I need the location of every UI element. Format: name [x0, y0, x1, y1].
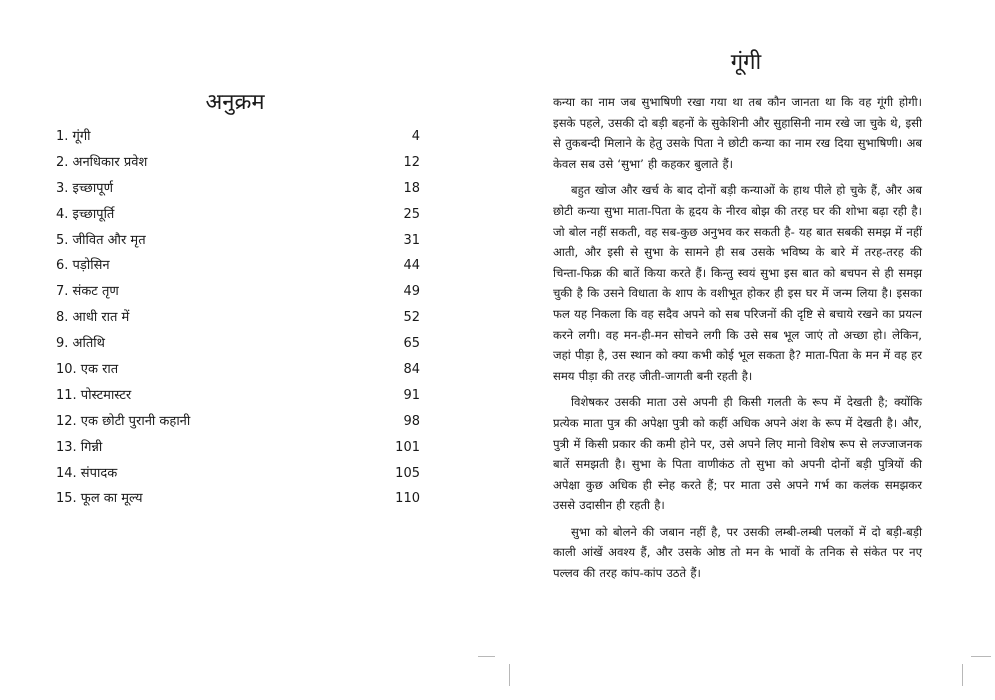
toc-entry-title: 12. एक छोटी पुरानी कहानी: [56, 413, 191, 429]
toc-entry-page: 52: [403, 310, 420, 326]
toc-entry[interactable]: [56, 411, 420, 437]
toc-entry[interactable]: [56, 204, 420, 230]
toc-entry-title: 15. फूल का मूल्य: [56, 491, 143, 507]
toc-entry-page: 25: [403, 206, 420, 222]
toc-entry[interactable]: [56, 152, 420, 178]
toc-entry-page: 91: [403, 387, 420, 403]
toc-title: अनुक्रम: [205, 90, 265, 115]
toc-entry-title: 10. एक रात: [56, 362, 119, 378]
toc-entry-page: 84: [403, 362, 420, 378]
toc-entry-title: 13. गिन्नी: [56, 439, 103, 455]
crop-mark: [962, 664, 963, 686]
toc-entry-title: 5. जीवित और मृत: [56, 232, 146, 248]
toc-list: [56, 126, 420, 514]
toc-entry[interactable]: [56, 463, 420, 489]
toc-entry-page: 49: [403, 284, 420, 300]
story-body: [553, 92, 922, 590]
toc-entry-title: 1. गूंगी: [56, 129, 91, 144]
story-paragraph: बहुत खोज और खर्च के बाद दोनों बड़ी कन्याओं के हाथ पीले हो चुके हैं, और अब छोटी कन्या सुभा माता-पिता के हृदय के नीरव बोझ की तरह घर की शोभा बढ़ा रही है। जो बोल नहीं सकती, वह सब-कुछ अनुभव कर सकती है- यह बात सबकी समझ में नहीं आती, और इसी से सुभा के सामने ही सब उसके भविष्य के बारे में तरह-तरह की चिन्ता-फिक्र की बातें किया करते हैं। किन्तु स्वयं सुभा इस बात को बचपन से ही समझ चुकी है कि उसने विधाता के शाप के वशीभूत होकर ही इस घर में जन्म लिया है। इसका फल यह निकला कि वह सदैव अपने को सब परिजनों की दृष्टि से बचाये रखने का प्रयत्न करने लगी। वह मन-ही-मन सोचने लगी कि उसे सब भूल जाएं तो अच्छा हो। लेकिन, जहां पीड़ा है, उस स्थान को क्या कभी कोई भूल सकता है? माता-पिता के मन में वह हर समय पीड़ा की तरह जीती-जागती बनी रहती है।: [553, 183, 922, 383]
right-page-story: [497, 0, 995, 700]
toc-entry-page: 98: [403, 413, 420, 429]
story-paragraph: सुभा को बोलने की जबान नहीं है, पर उसकी लम्बी-लम्बी पलकों में दो बड़ी-बड़ी काली आंखें अवश्य हैं, और उसके ओष्ठ तो मन के भावों के तनिक से संकेत पर नए पल्लव की तरह कांप-कांप उठते हैं।: [553, 524, 922, 581]
toc-entry-page: 65: [403, 336, 420, 352]
toc-entry-page: 105: [395, 465, 420, 481]
crop-mark: [971, 656, 991, 657]
toc-entry[interactable]: [56, 333, 420, 359]
toc-entry-page: 18: [403, 180, 420, 196]
toc-entry[interactable]: [56, 126, 420, 152]
left-page-contents: [0, 0, 497, 700]
toc-entry-page: 44: [403, 258, 420, 274]
toc-entry-page: 4: [411, 129, 420, 144]
toc-entry-title: 11. पोस्टमास्टर: [56, 387, 132, 403]
toc-entry-title: 4. इच्छापूर्ति: [56, 206, 115, 222]
toc-entry-page: 12: [403, 154, 420, 170]
crop-mark: [509, 664, 510, 686]
toc-entry[interactable]: [56, 307, 420, 333]
toc-entry[interactable]: [56, 255, 420, 281]
story-title: गूंगी: [730, 50, 762, 75]
story-paragraph: कन्या का नाम जब सुभाषिणी रखा गया था तब कौन जानता था कि वह गूंगी होगी। इसके पहले, उसकी दो बड़ी बहनों के सुकेशिनी और सुहासिनी नाम रखे जा चुके थे, इसी से तुकबन्दी मिलाने के हेतु उसके पिता ने छोटी कन्या का नाम रख दिया सुभाषिणी। अब केवल सब उसे ‘सुभा’ ही कहकर बुलाते हैं।: [553, 95, 922, 171]
toc-entry[interactable]: [56, 359, 420, 385]
toc-entry-title: 14. संपादक: [56, 465, 118, 481]
toc-entry-title: 6. पड़ोसिन: [56, 258, 110, 274]
toc-entry-title: 3. इच्छापूर्ण: [56, 180, 113, 196]
toc-entry-title: 8. आधी रात में: [56, 310, 130, 326]
toc-entry-title: 2. अनधिकार प्रवेश: [56, 154, 148, 170]
toc-entry[interactable]: [56, 230, 420, 256]
toc-entry-page: 110: [395, 491, 420, 507]
toc-entry[interactable]: [56, 385, 420, 411]
toc-entry-page: 101: [395, 439, 420, 455]
toc-entry-title: 7. संकट तृण: [56, 284, 119, 300]
toc-entry-page: 31: [403, 232, 420, 248]
toc-entry[interactable]: [56, 281, 420, 307]
toc-entry[interactable]: [56, 488, 420, 514]
story-paragraph: विशेषकर उसकी माता उसे अपनी ही किसी गलती के रूप में देखती है; क्योंकि प्रत्येक माता पुत्र की अपेक्षा पुत्री को कहीं अधिक अपने अंश के रूप में देखती है। और, पुत्री में किसी प्रकार की कमी होने पर, उसे अपने लिए मानो विशेष रूप से लज्जाजनक बातें समझती है। सुभा के पिता वाणीकंठ तो सुभा को अपनी दोनों बड़ी पुत्रियों की अपेक्षा कुछ अधिक ही स्नेह करते हैं; पर माता उसे अपने गर्भ का कलंक समझकर उससे उदासीन ही रहती है।: [553, 395, 922, 513]
toc-entry[interactable]: [56, 178, 420, 204]
crop-mark: [478, 656, 495, 657]
toc-entry-title: 9. अतिथि: [56, 336, 105, 352]
toc-entry[interactable]: [56, 437, 420, 463]
